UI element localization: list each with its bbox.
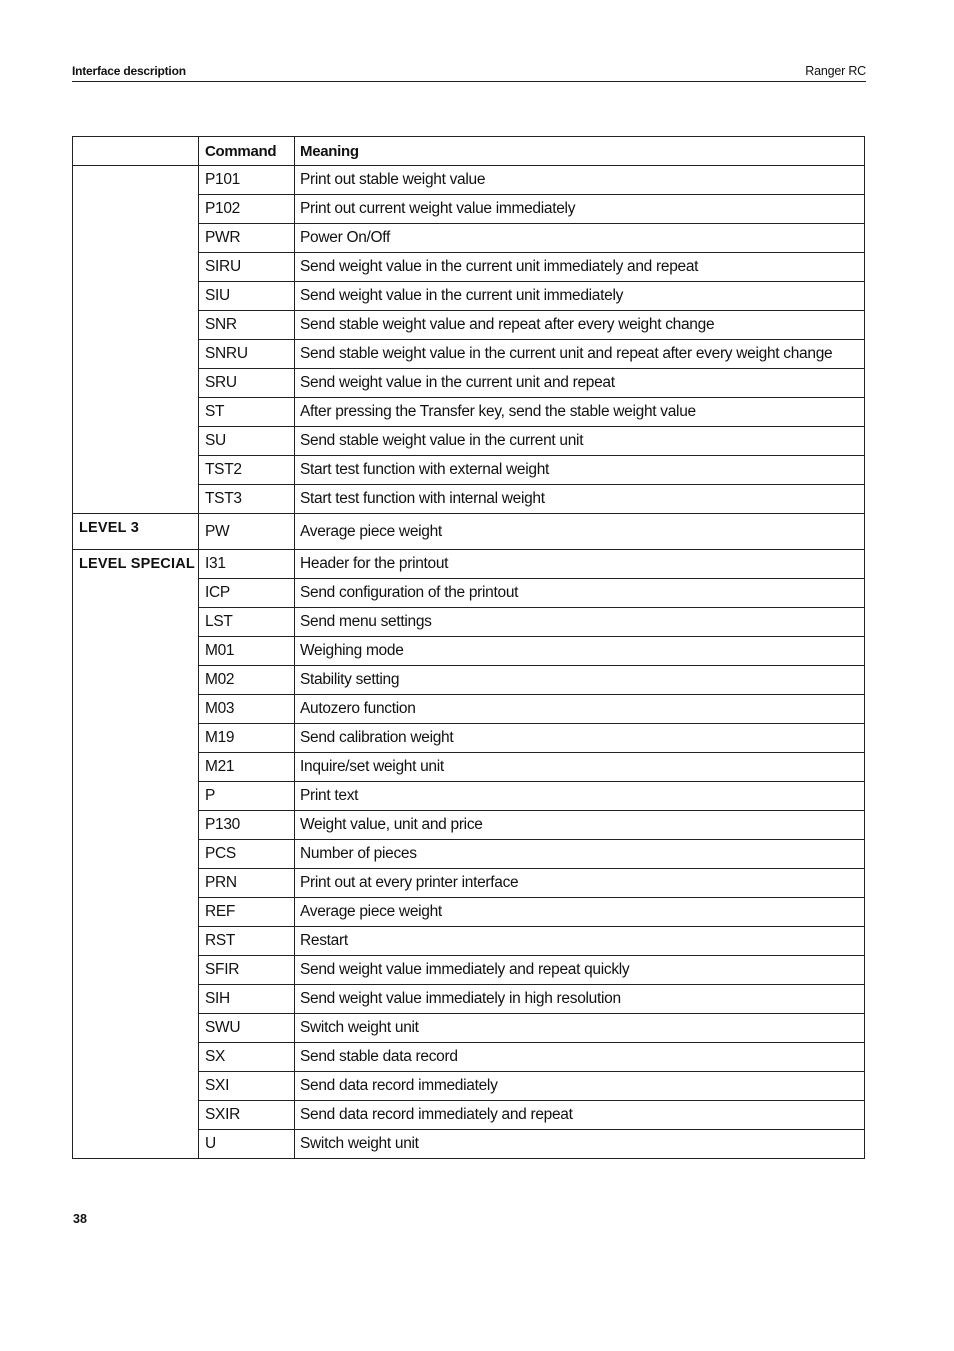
meaning-cell: Weight value, unit and price	[295, 811, 865, 840]
table-row	[73, 550, 865, 579]
command-cell: PCS	[199, 840, 295, 869]
command-cell: P101	[199, 166, 295, 195]
level-group-cell: LEVEL 3	[73, 514, 199, 550]
command-cell: TST3	[199, 485, 295, 514]
meaning-cell: Send stable weight value in the current unit and repeat after every weight change	[295, 340, 865, 369]
command-cell: M21	[199, 753, 295, 782]
command-cell: SX	[199, 1043, 295, 1072]
command-cell: SIRU	[199, 253, 295, 282]
command-cell: PWR	[199, 224, 295, 253]
table-row	[73, 166, 865, 195]
command-cell: P102	[199, 195, 295, 224]
command-cell: M01	[199, 637, 295, 666]
meaning-cell: Send menu settings	[295, 608, 865, 637]
meaning-cell: Print text	[295, 782, 865, 811]
meaning-cell: Send configuration of the printout	[295, 579, 865, 608]
command-cell: SIH	[199, 985, 295, 1014]
meaning-cell: Restart	[295, 927, 865, 956]
meaning-cell: Power On/Off	[295, 224, 865, 253]
command-cell: SIU	[199, 282, 295, 311]
command-cell: ICP	[199, 579, 295, 608]
meaning-cell: Send weight value immediately and repeat quickly	[295, 956, 865, 985]
command-cell: M19	[199, 724, 295, 753]
meaning-cell: Switch weight unit	[295, 1014, 865, 1043]
header-divider	[72, 81, 866, 82]
meaning-cell: Print out current weight value immediately	[295, 195, 865, 224]
command-cell: PW	[199, 514, 295, 550]
meaning-cell: Start test function with external weight	[295, 456, 865, 485]
command-cell: M03	[199, 695, 295, 724]
command-table	[72, 136, 865, 1159]
command-cell: RST	[199, 927, 295, 956]
command-cell: REF	[199, 898, 295, 927]
meaning-cell: Print out stable weight value	[295, 166, 865, 195]
meaning-cell: Average piece weight	[295, 898, 865, 927]
meaning-cell: Autozero function	[295, 695, 865, 724]
command-cell: SWU	[199, 1014, 295, 1043]
command-cell: SNRU	[199, 340, 295, 369]
command-cell: P	[199, 782, 295, 811]
command-cell: SXI	[199, 1072, 295, 1101]
meaning-cell: Stability setting	[295, 666, 865, 695]
table-header-row	[73, 137, 865, 166]
command-cell: ST	[199, 398, 295, 427]
command-cell: U	[199, 1130, 295, 1159]
page-number: 38	[73, 1212, 87, 1226]
meaning-cell: Number of pieces	[295, 840, 865, 869]
meaning-cell: Weighing mode	[295, 637, 865, 666]
meaning-cell: Switch weight unit	[295, 1130, 865, 1159]
product-name: Ranger RC	[805, 64, 866, 78]
meaning-cell: Send stable weight value in the current unit	[295, 427, 865, 456]
command-cell: I31	[199, 550, 295, 579]
meaning-cell: Send weight value in the current unit immediately	[295, 282, 865, 311]
command-cell: LST	[199, 608, 295, 637]
meaning-cell: Start test function with internal weight	[295, 485, 865, 514]
meaning-cell: Send data record immediately	[295, 1072, 865, 1101]
meaning-cell: Print out at every printer interface	[295, 869, 865, 898]
meaning-cell: Inquire/set weight unit	[295, 753, 865, 782]
command-cell: SFIR	[199, 956, 295, 985]
meaning-cell: Send weight value in the current unit immediately and repeat	[295, 253, 865, 282]
command-cell: P130	[199, 811, 295, 840]
command-cell: TST2	[199, 456, 295, 485]
command-cell: SXIR	[199, 1101, 295, 1130]
meaning-cell: After pressing the Transfer key, send the stable weight value	[295, 398, 865, 427]
command-cell: PRN	[199, 869, 295, 898]
meaning-cell: Send weight value immediately in high resolution	[295, 985, 865, 1014]
meaning-cell: Send calibration weight	[295, 724, 865, 753]
meaning-cell: Send stable data record	[295, 1043, 865, 1072]
section-title: Interface description	[72, 64, 186, 78]
meaning-cell: Send stable weight value and repeat after every weight change	[295, 311, 865, 340]
command-cell: M02	[199, 666, 295, 695]
command-column-header: Command	[199, 137, 295, 166]
meaning-cell: Header for the printout	[295, 550, 865, 579]
level-column-header	[73, 137, 199, 166]
command-cell: SNR	[199, 311, 295, 340]
meaning-column-header: Meaning	[295, 137, 865, 166]
command-cell: SU	[199, 427, 295, 456]
meaning-cell: Average piece weight	[295, 514, 865, 550]
level-group-cell: LEVEL SPECIAL	[73, 550, 199, 1159]
meaning-cell: Send weight value in the current unit and repeat	[295, 369, 865, 398]
meaning-cell: Send data record immediately and repeat	[295, 1101, 865, 1130]
command-table-body	[73, 137, 865, 1159]
command-cell: SRU	[199, 369, 295, 398]
table-row	[73, 514, 865, 550]
level-group-cell	[73, 166, 199, 514]
